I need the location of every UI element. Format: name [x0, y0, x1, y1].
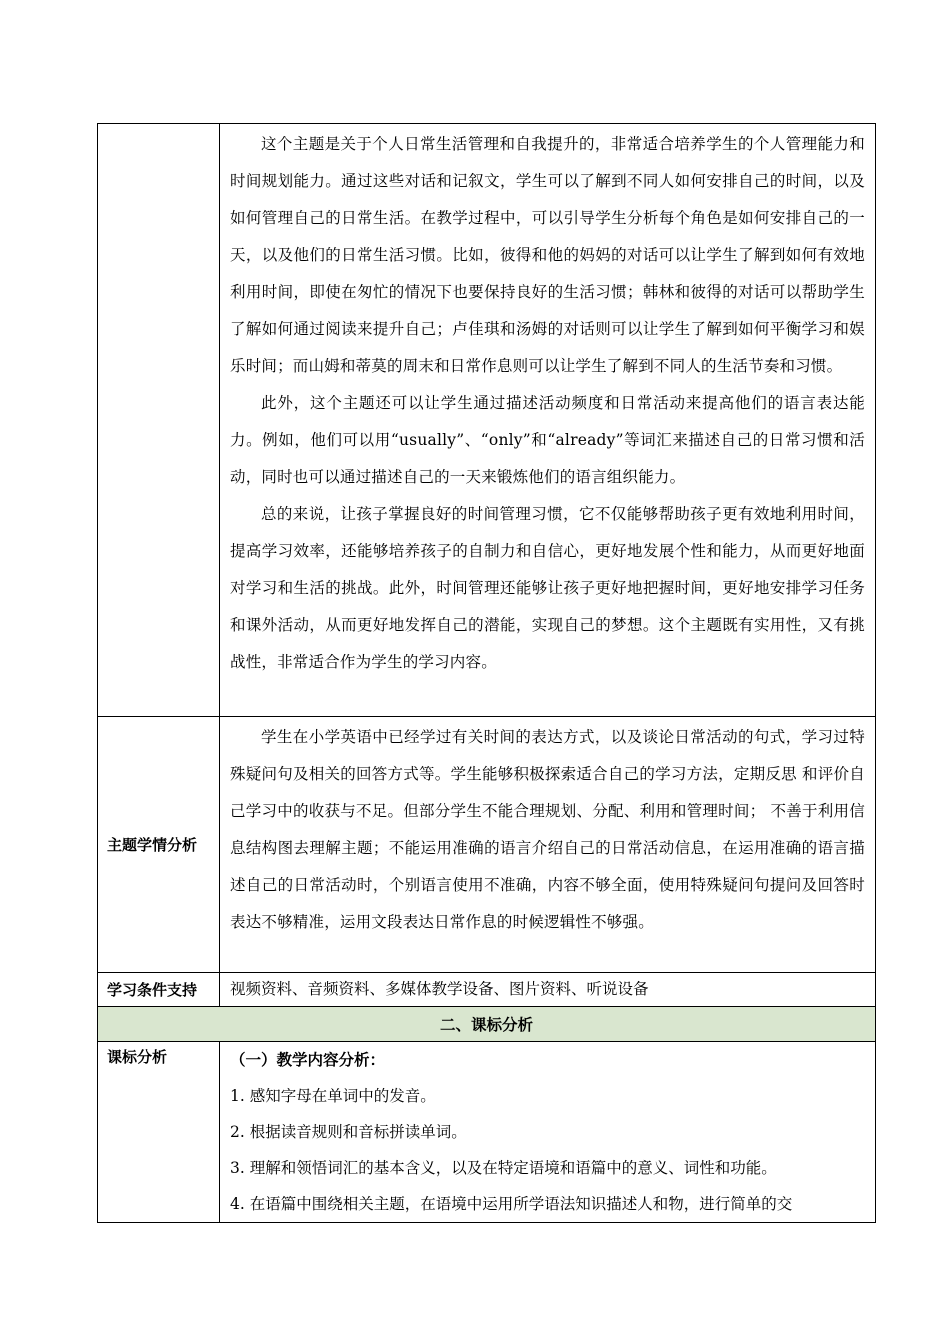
theme-label-cell: [98, 124, 220, 717]
curriculum-row: [98, 1042, 876, 1223]
theme-content-cell: [220, 124, 876, 717]
learning-analysis-row: [98, 717, 876, 973]
conditions-content: [220, 973, 876, 1007]
learning-analysis-content: [220, 717, 876, 973]
learning-analysis-text: 学生在小学英语中已经学过有关时间的表达方式，以及谈论日常活动的句式，学习过特殊疑问句及相关的回答方式等。学生能够积极探索适合自己的学习方法，定期反思 和评价自己学习中的收获与不足。但部分学生不能合理规划、分配、利用和管理时间； 不善于利用信息结构图去理解主题；不能运用准确的语言介绍自己的日常活动信息，在运用准确的语言描述自己的日常活动时，个别语言使用不准确，内容不够全面，使用特殊疑问句提问及回答时表达不够精准，运用文段表达日常作息的时候逻辑性不够强。: [230, 728, 865, 931]
curriculum-heading: （一）教学内容分析：: [230, 1050, 386, 1069]
conditions-row: [98, 973, 876, 1007]
curriculum-label: 课标分析: [98, 1042, 220, 1223]
section2-header-row: [98, 1007, 876, 1042]
conditions-text: 视频资料、音频资料、多媒体教学设备、图片资料、听说设备: [230, 980, 649, 998]
curriculum-item-1: 1. 感知字母在单词中的发音。: [230, 1087, 436, 1105]
curriculum-item-4: 4. 在语篇中围绕相关主题，在语境中运用所学语法知识描述人和物，进行简单的交: [230, 1195, 793, 1213]
section2-header: 二、课标分析: [98, 1007, 876, 1042]
curriculum-content: [220, 1042, 876, 1223]
learning-analysis-label: 主题学情分析: [98, 717, 220, 973]
curriculum-item-3: 3. 理解和领悟词汇的基本含义，以及在特定语境和语篇中的意义、词性和功能。: [230, 1159, 777, 1177]
conditions-label: 学习条件支持: [98, 973, 220, 1007]
lesson-plan-table: [97, 123, 876, 1223]
curriculum-item-2: 2. 根据读音规则和音标拼读单词。: [230, 1123, 467, 1141]
theme-paragraph-3: 总的来说，让孩子掌握良好的时间管理习惯，它不仅能够帮助孩子更有效地利用时间，提高学习效率，还能够培养孩子的自制力和自信心，更好地发展个性和能力，从而更好地面对学习和生活的挑战。此外，时间管理还能够让孩子更好地把握时间，更好地安排学习任务和课外活动，从而更好地发挥自己的潜能，实现自己的梦想。这个主题既有实用性，又有挑战性，非常适合作为学生的学习内容。: [230, 505, 865, 671]
theme-paragraph-1: 这个主题是关于个人日常生活管理和自我提升的，非常适合培养学生的个人管理能力和时间规划能力。通过这些对话和记叙文，学生可以了解到不同人如何安排自己的时间，以及如何管理自己的日常生活。在教学过程中，可以引导学生分析每个角色是如何安排自己的一天，以及他们的日常生活习惯。比如，彼得和他的妈妈的对话可以让学生了解到如何有效地利用时间，即使在匆忙的情况下也要保持良好的生活习惯；韩林和彼得的对话可以帮助学生了解如何通过阅读来提升自己；卢佳琪和汤姆的对话则可以让学生了解到如何平衡学习和娱乐时间；而山姆和蒂莫的周末和日常作息则可以让学生了解到不同人的生活节奏和习惯。: [230, 135, 865, 375]
theme-row: [98, 124, 876, 717]
theme-paragraph-2: 此外，这个主题还可以让学生通过描述活动频度和日常活动来提高他们的语言表达能力。例如，他们可以用“usually”、“only”和“already”等词汇来描述自己的日常习惯和活动，同时也可以通过描述自己的一天来锻炼他们的语言组织能力。: [230, 394, 865, 486]
